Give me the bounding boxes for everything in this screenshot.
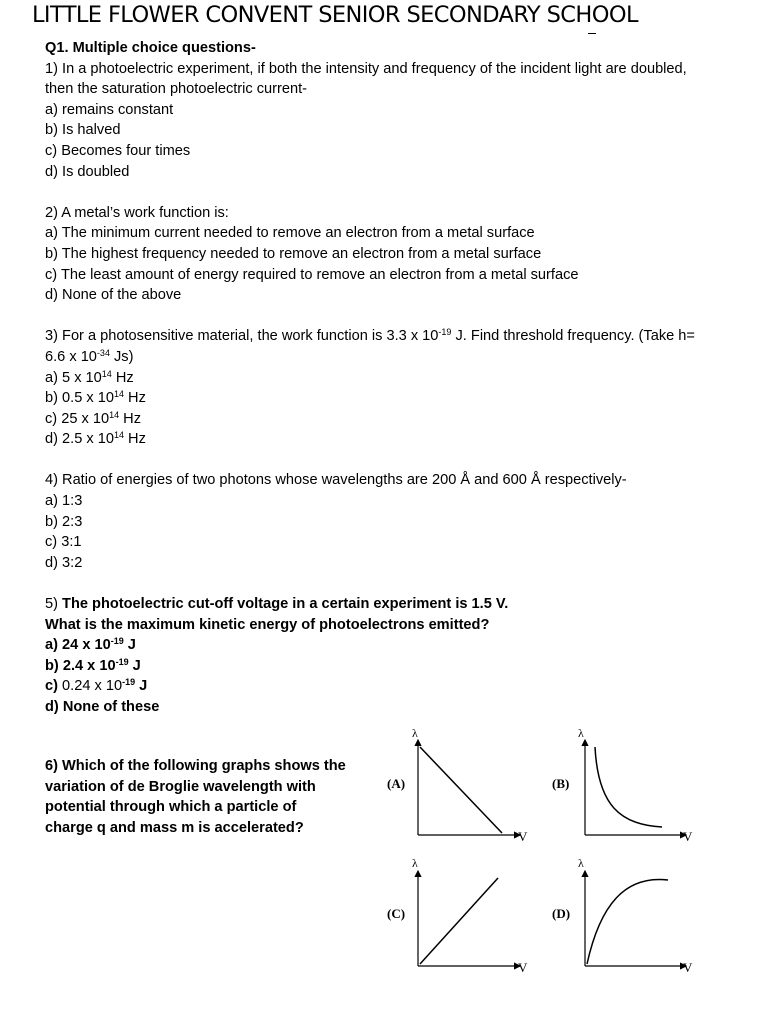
- q1-option-a: a) remains constant: [45, 101, 174, 118]
- q3-stem-post: J. Find threshold frequency. (Take h=: [451, 328, 695, 345]
- q5-option-c: [45, 676, 745, 697]
- blank-line: [45, 573, 745, 594]
- graph-b-x-label: V: [683, 829, 693, 844]
- q3-c-pre: c) 25 x 10: [45, 410, 110, 427]
- q4-option-a: a) 1:3: [45, 493, 83, 510]
- graph-d-y-label: λ: [578, 856, 584, 870]
- graph-a-label: (A): [387, 776, 406, 791]
- q5-stem-line2: What is the maximum kinetic energy of photoelectrons emitted?: [45, 616, 490, 633]
- q3-a-pre: a) 5 x 10: [45, 369, 102, 386]
- q5-number: 5): [45, 596, 63, 613]
- graph-c-x-label: V: [518, 960, 528, 975]
- graph-c-y-label: λ: [412, 856, 418, 870]
- q1-option-b: b) Is halved: [45, 122, 121, 139]
- graph-a-y-label: λ: [412, 726, 418, 740]
- q5-b-unit: J: [128, 657, 141, 674]
- graph-d-label: (D): [552, 906, 571, 921]
- q2-option-c: c) The least amount of energy required to remove an electron from a metal surface: [45, 266, 579, 283]
- q3-c-exponent: 14: [109, 409, 120, 420]
- q5-b-exponent: -19: [115, 656, 129, 667]
- graph-b: [552, 726, 693, 844]
- q5-c-label: c): [45, 678, 63, 695]
- q6-stem-line3: potential through which a particle of: [45, 799, 297, 816]
- q6-stem-line4: charge q and mass m is accelerated?: [45, 819, 304, 836]
- q2-option-b: b) The highest frequency needed to remove an electron from a metal surface: [45, 245, 542, 262]
- q5-stem-line1: [45, 594, 745, 615]
- q6-graphs: [380, 725, 710, 985]
- graph-b-y-label: λ: [578, 726, 584, 740]
- graph-a-x-label: V: [518, 829, 528, 844]
- graph-a: [387, 726, 528, 844]
- graph-c: [387, 856, 528, 975]
- q3-line2-pre: 6.6 x 10: [45, 348, 97, 365]
- q6-stem-line1: 6) Which of the following graphs shows the: [45, 758, 346, 774]
- q2-stem: 2) A metal’s work function is:: [45, 204, 229, 221]
- q3-option-c: [45, 409, 745, 430]
- section-heading: Q1. Multiple choice questions-: [45, 40, 256, 56]
- title-mark: [588, 33, 596, 34]
- q4-option-b: b) 2:3: [45, 513, 83, 530]
- blank-line: [45, 182, 745, 203]
- q3-stem-pre: 3) For a photosensitive material, the work function is 3.3 x 10: [45, 328, 439, 345]
- q5-stem-text: The photoelectric cut-off voltage in a certain experiment is 1.5 V.: [62, 596, 509, 613]
- school-name: LITTLE FLOWER CONVENT SENIOR SECONDARY SCHOOL: [32, 2, 638, 28]
- q5-a-unit: J: [123, 637, 136, 654]
- q3-option-d: [45, 429, 745, 450]
- q3-b-unit: Hz: [123, 390, 146, 407]
- q3-line2-exponent: -34: [96, 347, 110, 358]
- q6-stem: [45, 756, 375, 838]
- q5-c-unit: J: [135, 678, 148, 695]
- q3-a-exponent: 14: [101, 368, 112, 379]
- question-block: [45, 38, 745, 718]
- q5-c-exponent: -19: [122, 677, 136, 688]
- q3-a-unit: Hz: [111, 369, 134, 386]
- graph-d-curve: [587, 879, 668, 964]
- q3-line2-post: Js): [109, 348, 134, 365]
- q4-stem: 4) Ratio of energies of two photons whose wavelengths are 200 Å and 600 Å respectively-: [45, 472, 627, 489]
- q5-option-a: [45, 635, 745, 656]
- q3-stem-line2: [45, 347, 745, 368]
- q5-a-pre: a) 24 x 10: [45, 637, 111, 654]
- graph-b-label: (B): [552, 776, 570, 791]
- q1-stem-line1: 1) In a photoelectric experiment, if both the intensity and frequency of the incident light are doubled,: [45, 60, 687, 77]
- q1-option-c: c) Becomes four times: [45, 142, 191, 159]
- q3-d-unit: Hz: [123, 431, 146, 448]
- q2-option-d: d) None of the above: [45, 287, 182, 304]
- blank-line: [45, 450, 745, 471]
- q2-option-a: a) The minimum current needed to remove an electron from a metal surface: [45, 225, 535, 242]
- q5-a-exponent: -19: [110, 636, 124, 647]
- graph-b-curve: [595, 747, 662, 827]
- q1-stem-line2: then the saturation photoelectric current-: [45, 81, 308, 98]
- q3-b-pre: b) 0.5 x 10: [45, 390, 114, 407]
- q5-b-pre: b) 2.4 x 10: [45, 657, 116, 674]
- q3-b-exponent: 14: [113, 389, 124, 400]
- q4-option-d: d) 3:2: [45, 554, 83, 571]
- q1-option-d: d) Is doubled: [45, 163, 130, 180]
- graph-a-curve: [420, 747, 502, 833]
- graph-c-curve: [420, 878, 498, 964]
- blank-line: [45, 306, 745, 327]
- q3-option-b: [45, 388, 745, 409]
- q3-stem-exponent: -19: [438, 327, 452, 338]
- q5-option-b: [45, 656, 745, 677]
- q4-option-c: c) 3:1: [45, 534, 82, 551]
- q5-c-pre: 0.24 x 10: [62, 678, 123, 695]
- q3-option-a: [45, 368, 745, 389]
- graph-d: [552, 856, 693, 975]
- graph-c-label: (C): [387, 906, 406, 921]
- graph-d-x-label: V: [683, 960, 693, 975]
- q3-stem-line1: [45, 326, 745, 347]
- q3-d-exponent: 14: [113, 430, 124, 441]
- q5-option-d: d) None of these: [45, 699, 160, 715]
- q3-c-unit: Hz: [119, 410, 141, 427]
- q6-stem-line2: variation of de Broglie wavelength with: [45, 778, 316, 795]
- q3-d-pre: d) 2.5 x 10: [45, 431, 114, 448]
